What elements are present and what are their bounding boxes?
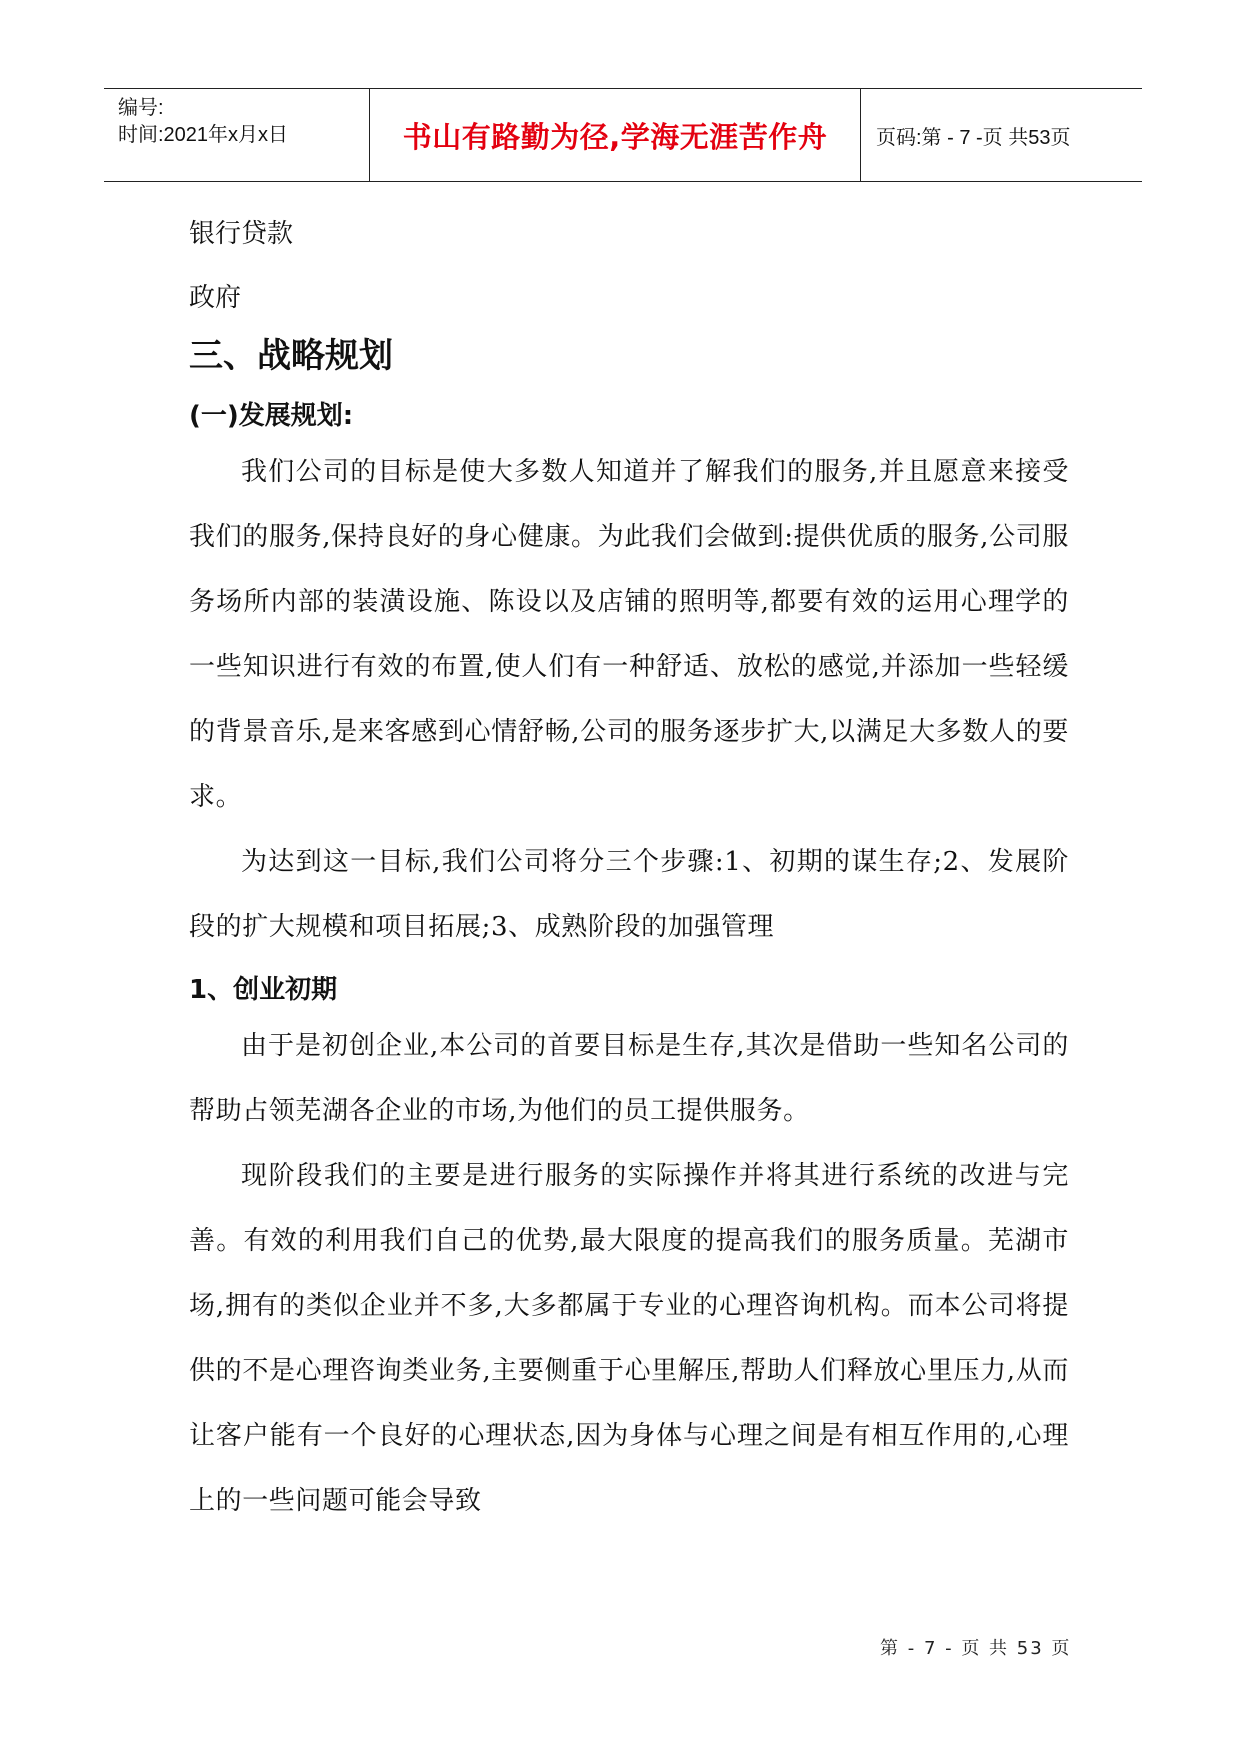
document-time-label: 时间:2021年x月x日 [118, 124, 289, 146]
document-number-label: 编号: [118, 97, 164, 119]
list-item: 银行贷款 [189, 219, 294, 249]
list-item: 政府 [189, 283, 242, 313]
subsection-heading: (一)发展规划: [189, 401, 354, 431]
header-divider [860, 89, 861, 181]
body-paragraph: 由于是初创企业,本公司的首要目标是生存,其次是借助一些知名公司的帮助占领芜湖各企业的市场,为他们的员工提供服务。 [189, 1031, 1069, 1126]
item-heading: 1、创业初期 [189, 975, 338, 1005]
header-motto: 书山有路勤为径,学海无涯苦作舟 [402, 119, 828, 154]
page-header [104, 88, 1142, 182]
header-page-number: 页码:第 - 7 -页 共53页 [876, 126, 1071, 149]
document-body [189, 218, 1069, 1534]
header-meta [118, 95, 288, 149]
body-paragraph: 为达到这一目标,我们公司将分三个步骤:1、初期的谋生存;2、发展阶段的扩大规模和项目拓展;3、成熟阶段的加强管理 [189, 847, 1069, 942]
page-footer: 第 - 7 - 页 共 53 页 [880, 1638, 1072, 1659]
section-heading: 三、战略规划 [189, 336, 393, 376]
body-paragraph: 我们公司的目标是使大多数人知道并了解我们的服务,并且愿意来接受我们的服务,保持良好的身心健康。为此我们会做到:提供优质的服务,公司服务场所内部的装潢设施、陈设以及店铺的照明等,都要有效的运用心理学的一些知识进行有效的布置,使人们有一种舒适、放松的感觉,并添加一些轻缓的背景音乐,是来客感到心情舒畅,公司的服务逐步扩大,以满足大多数人的要求。 [189, 457, 1069, 812]
body-paragraph: 现阶段我们的主要是进行服务的实际操作并将其进行系统的改进与完善。有效的利用我们自己的优势,最大限度的提高我们的服务质量。芜湖市场,拥有的类似企业并不多,大多都属于专业的心理咨询机构。而本公司将提供的不是心理咨询类业务,主要侧重于心里解压,帮助人们释放心里压力,从而让客户能有一个良好的心理状态,因为身体与心理之间是有相互作用的,心理上的一些问题可能会导致 [189, 1161, 1069, 1516]
